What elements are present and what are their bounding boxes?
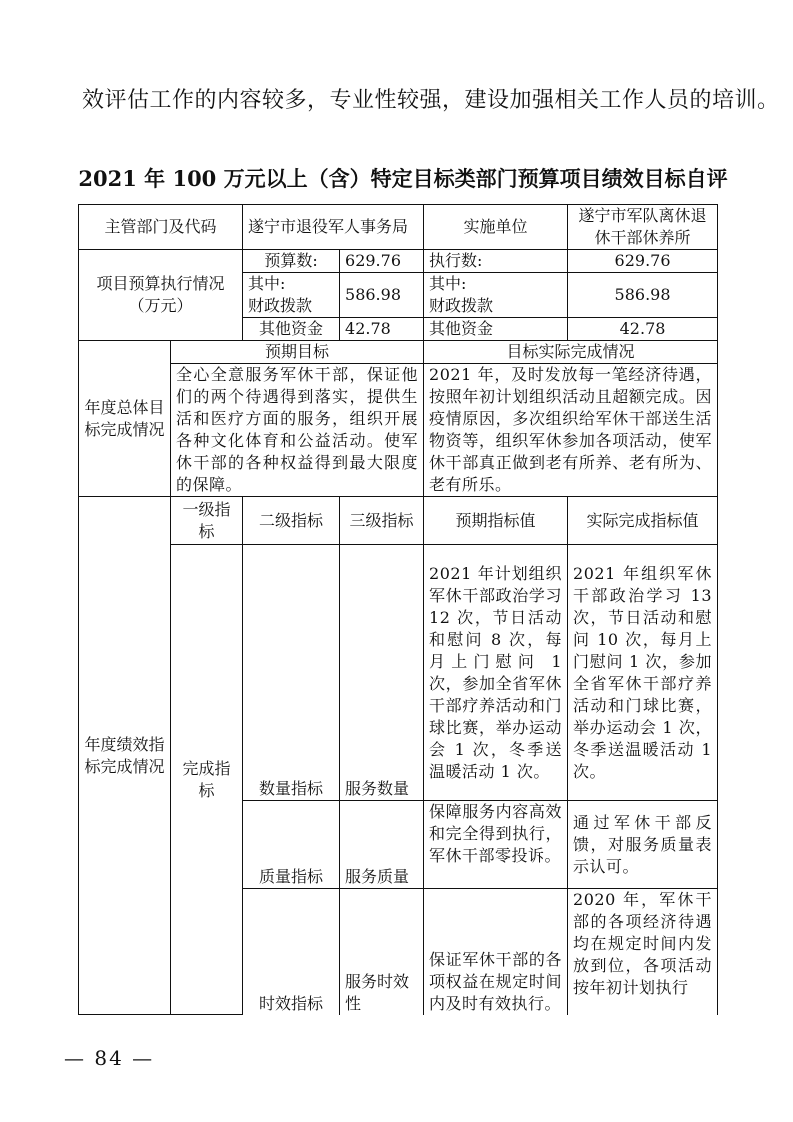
actual-goal-header: 目标实际完成情况: [424, 341, 718, 364]
document-title: 2021 年 100 万元以上（含）特定目标类部门预算项目绩效目标自评: [78, 166, 728, 191]
budget-label: 项目预算执行情况（万元）: [79, 250, 243, 341]
quality-level2: 质量指标: [243, 801, 340, 889]
quality-expected: 保障服务内容高效和完全得到执行，军休干部零投诉。: [424, 801, 568, 889]
intro-paragraph: 效评估工作的内容较多，专业性较强，建设加强相关工作人员的培训。: [82, 88, 780, 113]
fiscal-exec-label: [424, 273, 568, 318]
fiscal-exec-label-line1: 其中:: [429, 274, 467, 293]
fiscal-label-line1: 其中:: [248, 274, 286, 293]
executed-amount-value: 629.76: [568, 250, 718, 273]
quantity-level3: 服务数量: [340, 545, 424, 801]
dept-label: 主管部门及代码: [79, 205, 243, 250]
dept-value: 遂宁市退役军人事务局: [243, 205, 424, 250]
table-row-department: [79, 205, 718, 250]
executed-amount-label: 执行数:: [424, 250, 568, 273]
page-number: — 84 —: [64, 1046, 155, 1070]
unit-value: 遂宁市军队离休退休干部休养所: [568, 205, 718, 250]
level1-value: 完成指标: [171, 545, 243, 1015]
budget-amount-value: 629.76: [340, 250, 424, 273]
quantity-expected: 2021 年计划组织军休干部政治学习 12 次，节日活动和慰问 8 次，每月上门慰问 1 次，参加全省军休干部疗养活动和门球比赛，举办运动会 1 次，冬季送温暖活动 1 次。: [424, 545, 568, 801]
table-row-budget: [79, 250, 718, 273]
actual-goal-text: 2021 年，及时发放每一笔经济待遇，按照年初计划组织活动且超额完成。因疫情原因，多次组织给军休干部送生活物资等，组织军休参加各项活动，使军休干部真正做到老有所养、老有所为、老有所乐。: [424, 364, 718, 497]
table-row-overall-content: [79, 364, 718, 497]
quantity-actual: 2021 年组织军休干部政治学习 13 次，节日活动和慰问 10 次，每月上门慰问 1 次，参加全省军休干部疗养活动和门球比赛，举办运动会 1 次，冬季送温暖活动 1 次。: [568, 545, 718, 801]
unit-label: 实施单位: [424, 205, 568, 250]
fiscal-exec-label-line2: 财政拨款: [429, 296, 494, 315]
timeliness-expected: 保证军休干部的各项权益在规定时间内及时有效执行。: [424, 889, 568, 1015]
performance-label: 年度绩效指标完成情况: [79, 497, 171, 1015]
fiscal-exec-value: 586.98: [568, 273, 718, 318]
other-funds-exec-value: 42.78: [568, 318, 718, 341]
quality-level3: 服务质量: [340, 801, 424, 889]
timeliness-level3: 服务时效性: [340, 889, 424, 1015]
overall-label: 年度总体目标完成情况: [79, 341, 171, 497]
other-funds-label: 其他资金: [243, 318, 340, 341]
quantity-level2: 数量指标: [243, 545, 340, 801]
expected-goal-header: 预期目标: [171, 341, 424, 364]
table-row-overall-headers: [79, 341, 718, 364]
timeliness-actual: 2020 年，军休干部的各项经济待遇均在规定时间内发放到位，各项活动按年初计划执行: [568, 889, 718, 1015]
other-funds-value: 42.78: [340, 318, 424, 341]
quality-actual: 通过军休干部反馈，对服务质量表示认可。: [568, 801, 718, 889]
fiscal-label-line2: 财政拨款: [248, 296, 313, 315]
fiscal-value: 586.98: [340, 273, 424, 318]
expected-value-header: 预期指标值: [424, 497, 568, 545]
fiscal-label: [243, 273, 340, 318]
level2-header: 二级指标: [243, 497, 340, 545]
performance-evaluation-table: [78, 204, 718, 1015]
timeliness-level2: 时效指标: [243, 889, 340, 1015]
level1-header: 一级指标: [171, 497, 243, 545]
table-row-quantity: [79, 545, 718, 801]
level3-header: 三级指标: [340, 497, 424, 545]
actual-value-header: 实际完成指标值: [568, 497, 718, 545]
other-funds-exec-label: 其他资金: [424, 318, 568, 341]
budget-amount-label: 预算数:: [243, 250, 340, 273]
table-row-indicator-headers: [79, 497, 718, 545]
expected-goal-text: 全心全意服务军休干部，保证他们的两个待遇得到落实，提供生活和医疗方面的服务，组织开展各种文化体育和公益活动。使军休干部的各种权益得到最大限度的保障。: [171, 364, 424, 497]
